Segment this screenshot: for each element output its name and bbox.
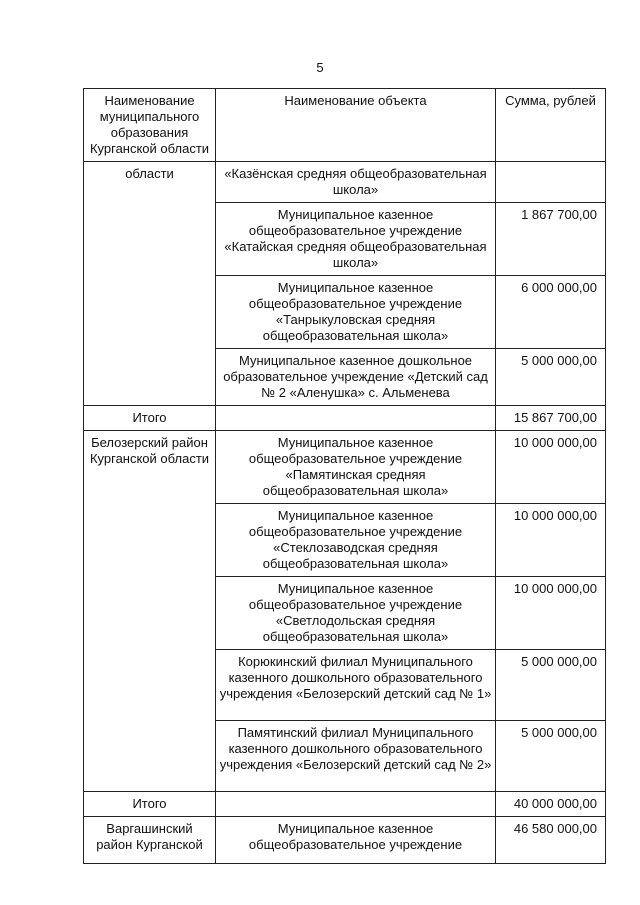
municipality-cell: Белозерский район Курганской области	[84, 431, 216, 792]
total-label: Итого	[84, 406, 216, 431]
amount-cell: 46 580 000,00	[496, 817, 606, 864]
object-cell: Корюкинский филиал Муниципального казенного дошкольного образовательного учреждения «Белозерский детский сад № 1»	[216, 650, 496, 721]
total-row	[84, 792, 606, 817]
table-row	[84, 162, 606, 203]
object-cell: Муниципальное казенное общеобразовательное учреждение «Катайская средняя общеобразовательная школа»	[216, 203, 496, 276]
total-label: Итого	[84, 792, 216, 817]
page-number: 5	[316, 60, 324, 75]
object-cell: Муниципальное казенное дошкольное образовательное учреждение «Детский сад № 2 «Аленушка» с. Альменева	[216, 349, 496, 406]
total-amount: 40 000 000,00	[496, 792, 606, 817]
amount-cell	[496, 162, 606, 203]
header-municipality: Наименование муниципального образования Курганской области	[84, 89, 216, 162]
total-empty-cell	[216, 792, 496, 817]
amount-cell: 10 000 000,00	[496, 504, 606, 577]
amount-cell: 5 000 000,00	[496, 650, 606, 721]
amount-cell: 5 000 000,00	[496, 721, 606, 792]
amount-cell: 10 000 000,00	[496, 431, 606, 504]
amount-cell: 1 867 700,00	[496, 203, 606, 276]
object-cell: Муниципальное казенное общеобразовательное учреждение «Танрыкуловская средняя общеобразовательная школа»	[216, 276, 496, 349]
amount-cell: 10 000 000,00	[496, 577, 606, 650]
total-amount: 15 867 700,00	[496, 406, 606, 431]
header-amount: Сумма, рублей	[496, 89, 606, 162]
amount-cell: 6 000 000,00	[496, 276, 606, 349]
table-row	[84, 431, 606, 504]
total-row	[84, 406, 606, 431]
object-cell: Муниципальное казенное общеобразовательное учреждение	[216, 817, 496, 864]
table-header-row	[84, 89, 606, 162]
total-empty-cell	[216, 406, 496, 431]
municipality-cell: области	[84, 162, 216, 406]
object-cell: Муниципальное казенное общеобразовательное учреждение «Стеклозаводская средняя общеобразовательная школа»	[216, 504, 496, 577]
table-row	[84, 817, 606, 864]
municipality-cell: Варгашинский район Курганской	[84, 817, 216, 864]
object-cell: Памятинский филиал Муниципального казенного дошкольного образовательного учреждения «Белозерский детский сад № 2»	[216, 721, 496, 792]
object-cell: Муниципальное казенное общеобразовательное учреждение «Памятинская средняя общеобразовательная школа»	[216, 431, 496, 504]
amount-cell: 5 000 000,00	[496, 349, 606, 406]
object-cell: Муниципальное казенное общеобразовательное учреждение «Светлодольская средняя общеобразовательная школа»	[216, 577, 496, 650]
header-object: Наименование объекта	[216, 89, 496, 162]
allocation-table	[83, 88, 606, 864]
object-cell: «Казёнская средняя общеобразовательная школа»	[216, 162, 496, 203]
